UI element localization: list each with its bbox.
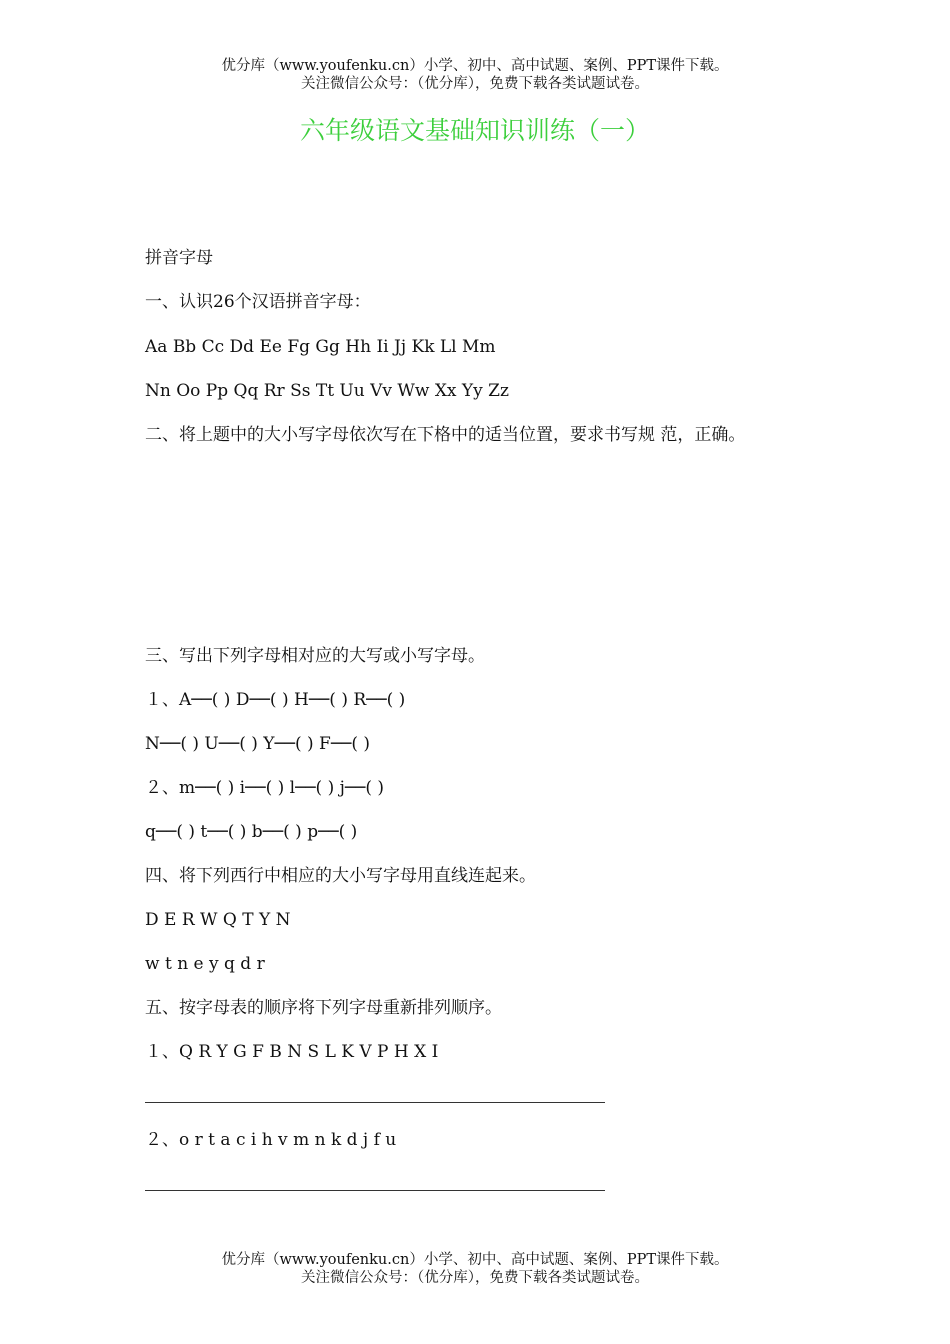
alphabet-row-2: Nn Oo Pp Qq Rr Ss Tt Uu Vv Ww Xx Yy Zz — [145, 381, 509, 401]
question-5-1: １、Q R Y G F B N S L K V P H X I — [145, 1042, 439, 1062]
section-heading: 拼音字母 — [145, 248, 213, 268]
footer-notice-line2: 关注微信公众号：（优分库），免费下载各类试题试卷。 — [301, 1270, 649, 1286]
header-notice-line1: 优分库（www.youfenku.cn）小学、初中、高中试题、案例、PPT课件下载。 — [221, 58, 729, 74]
alphabet-row-1: Aa Bb Cc Dd Ee Fg Gg Hh Ii Jj Kk Ll Mm — [145, 337, 496, 357]
question-5-2: ２、o r t a c i h v m n k d j f u — [145, 1130, 397, 1150]
question-4: 四、将下列西行中相应的大小写字母用直线连起来。 — [145, 866, 536, 886]
question-3-1a: １、A──( ) D──( ) H──( ) R──( ) — [145, 690, 406, 710]
document-title: 六年级语文基础知识训练（一） — [299, 116, 650, 145]
question-5: 五、按字母表的顺序将下列字母重新排列顺序。 — [145, 998, 502, 1018]
answer-line-1 — [145, 1102, 605, 1103]
question-1: 一、认识26个汉语拼音字母： — [145, 292, 371, 312]
question-3-1b: N──( ) U──( ) Y──( ) F──( ) — [145, 734, 370, 754]
answer-line-2 — [145, 1190, 605, 1191]
question-2: 二、将上题中的大小写字母依次写在下格中的适当位置，要求书写规 范，正确。 — [145, 425, 746, 445]
question-3-2b: q──( ) t──( ) b──( ) p──( ) — [145, 822, 358, 842]
question-3: 三、写出下列字母相对应的大写或小写字母。 — [145, 646, 485, 666]
header-notice-line2: 关注微信公众号：（优分库），免费下载各类试题试卷。 — [301, 76, 649, 92]
footer-notice-line1: 优分库（www.youfenku.cn）小学、初中、高中试题、案例、PPT课件下载。 — [221, 1252, 729, 1268]
question-4-uppercase-row: D E R W Q T Y N — [145, 910, 291, 930]
question-4-lowercase-row: w t n e y q d r — [145, 954, 265, 974]
question-3-2a: ２、m──( ) i──( ) l──( ) j──( ) — [145, 778, 385, 798]
